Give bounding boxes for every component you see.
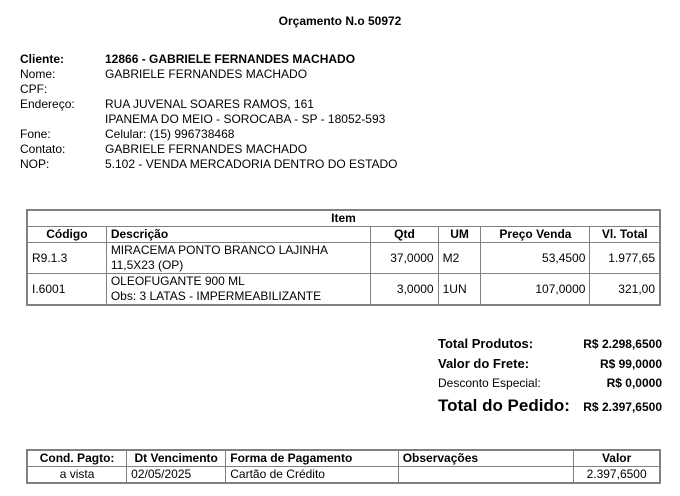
contact-label: Contato:: [20, 142, 66, 156]
phone-row: [20, 127, 398, 142]
name-value: GABRIELE FERNANDES MACHADO: [105, 67, 308, 81]
total-produtos-row: [438, 336, 662, 356]
descricao-line-1: MIRACEMA PONTO BRANCO LAJINHA: [110, 243, 328, 257]
valor-frete-value: R$ 99,0000: [599, 357, 662, 371]
valor-frete-row: [438, 356, 662, 376]
contact-value: GABRIELE FERNANDES MACHADO: [105, 142, 308, 156]
items-header-row: [27, 227, 660, 243]
desconto-value: R$ 0,0000: [606, 376, 662, 390]
cell-forma-pagamento: Cartão de Crédito: [226, 467, 398, 484]
client-label: Cliente:: [20, 52, 65, 66]
address-row-2: [20, 112, 398, 127]
header-um: UM: [438, 227, 481, 243]
items-group-header-row: [27, 210, 660, 227]
cell-codigo: R9.1.3: [27, 243, 106, 274]
desconto-label: Desconto Especial:: [438, 376, 541, 390]
cell-valor: 2.397,6500: [574, 467, 660, 484]
header-qtd: Qtd: [371, 227, 438, 243]
address-line-1: RUA JUVENAL SOARES RAMOS, 161: [105, 97, 314, 111]
nop-label: NOP:: [20, 157, 50, 171]
header-dt-vencimento: Dt Vencimento: [127, 450, 226, 467]
cell-observacoes: [398, 467, 574, 484]
header-cond-pagto: Cond. Pagto:: [27, 450, 127, 467]
contact-row: [20, 142, 398, 157]
address-label-empty: [20, 112, 105, 127]
cell-dt-vencimento: 02/05/2025: [127, 467, 226, 484]
phone-value: Celular: (15) 996738468: [105, 127, 235, 141]
total-pedido-label: Total do Pedido:: [438, 396, 570, 415]
cell-total: 321,00: [590, 274, 660, 306]
address-line-2: IPANEMA DO MEIO - SOROCABA - SP - 18052-593: [105, 112, 386, 126]
descricao-line-2: Obs: 3 LATAS - IMPERMEABILIZANTE: [110, 289, 322, 303]
header-forma-pagamento: Forma de Pagamento: [226, 450, 398, 467]
cell-um: M2: [438, 243, 481, 274]
valor-frete-label: Valor do Frete:: [438, 356, 530, 371]
payment-table: [26, 449, 661, 484]
cell-preco: 107,0000: [481, 274, 590, 306]
header-codigo: Código: [27, 227, 106, 243]
cell-total: 1.977,65: [590, 243, 660, 274]
cell-preco: 53,4500: [481, 243, 590, 274]
client-info: [20, 52, 398, 172]
document-title: Orçamento N.o 50972: [278, 14, 402, 28]
table-row: [27, 274, 660, 306]
header-observacoes: Observações: [398, 450, 574, 467]
total-produtos-value: R$ 2.298,6500: [583, 337, 662, 351]
header-valor: Valor: [574, 450, 660, 467]
cell-qtd: 3,0000: [371, 274, 438, 306]
address-row: [20, 97, 398, 112]
table-row: [27, 467, 660, 484]
header-descricao: Descrição: [106, 227, 371, 243]
cell-um: 1UN: [438, 274, 481, 306]
descricao-line-2: 11,5X23 (OP): [110, 258, 184, 272]
desconto-row: [438, 376, 662, 396]
descricao-line-1: OLEOFUGANTE 900 ML: [110, 274, 245, 288]
total-pedido-row: [438, 396, 662, 420]
cell-descricao: [106, 243, 371, 274]
name-row: [20, 67, 398, 82]
nop-value: 5.102 - VENDA MERCADORIA DENTRO DO ESTADO: [105, 157, 398, 171]
phone-label: Fone:: [20, 127, 51, 141]
cell-descricao: [106, 274, 371, 306]
name-label: Nome:: [20, 67, 56, 81]
cell-cond-pagto: a vista: [27, 467, 127, 484]
nop-row: [20, 157, 398, 172]
cpf-label: CPF:: [20, 82, 48, 96]
header-vl-total: Vl. Total: [590, 227, 660, 243]
items-group-header: Item: [27, 210, 660, 227]
cpf-row: [20, 82, 398, 97]
cell-qtd: 37,0000: [371, 243, 438, 274]
header-preco-venda: Preço Venda: [481, 227, 590, 243]
totals-block: [438, 336, 662, 420]
payment-header-row: [27, 450, 660, 467]
table-row: [27, 243, 660, 274]
cell-codigo: I.6001: [27, 274, 106, 306]
address-label: Endereço:: [20, 97, 75, 111]
client-value: 12866 - GABRIELE FERNANDES MACHADO: [105, 52, 356, 66]
items-table: [26, 209, 661, 306]
total-pedido-value: R$ 2.397,6500: [583, 400, 662, 414]
total-produtos-label: Total Produtos:: [438, 336, 534, 351]
client-row: [20, 52, 398, 67]
